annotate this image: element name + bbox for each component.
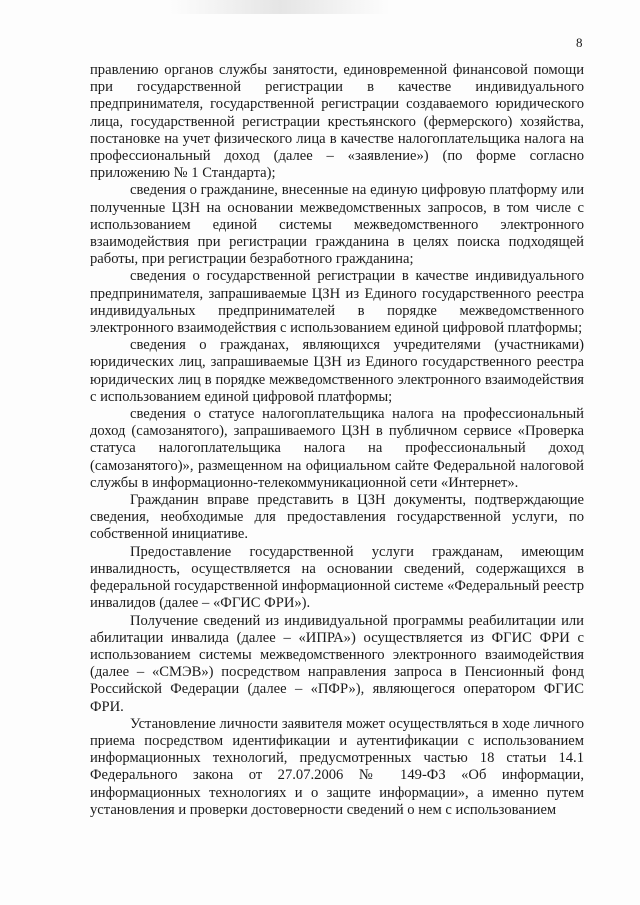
paragraph: Установление личности заявителя может осуществляться в ходе личного приема посредством идентификации и аутентификации с использованием информационных технологий, предусмотренных частью 18 статьи 14.1 Федерального закона от 27.07.2006 № 149-ФЗ «Об информации, информационных технологиях и о защите информации», а именно путем установления и проверки достоверности сведений о нем с использованием <box>90 715 584 818</box>
body-text <box>90 62 584 819</box>
paragraph: сведения о статусе налогоплательщика налога на профессиональный доход (самозанятого), запрашиваемого ЦЗН в публичном сервисе «Проверка статуса налогоплательщика налога на профессиональный доход (самозанятого)», размещенном на официальном сайте Федеральной налоговой службы в информационно-телекоммуникационной сети «Интернет». <box>90 406 584 491</box>
paragraph: правлению органов службы занятости, единовременной финансовой помощи при государственной регистрации в качестве индивидуального предпринимателя, государственной регистрации создаваемого юридического лица, государственной регистрации крестьянского (фермерского) хозяйства, постановке на учет физического лица в качестве налогоплательщика налога на профессиональный доход (далее – «заявление») (по форме согласно приложению № 1 Стандарта); <box>90 62 584 182</box>
scan-artifact <box>170 0 390 14</box>
paragraph: сведения о государственной регистрации в качестве индивидуального предпринимателя, запрашиваемые ЦЗН из Единого государственного реестра индивидуальных предпринимателей в порядке межведомственного электронного взаимодействия с использованием единой цифровой платформы; <box>90 268 584 337</box>
paragraph: Предоставление государственной услуги гражданам, имеющим инвалидность, осуществляется на основании сведений, содержащихся в федеральной государственной информационной системе «Федеральный реестр инвалидов (далее – «ФГИС ФРИ»). <box>90 543 584 612</box>
paragraph: сведения о гражданине, внесенные на единую цифровую платформу или полученные ЦЗН на основании межведомственных запросов, в том числе с использованием единой системы межведомственного электронного взаимодействия при регистрации гражданина в целях поиска подходящей работы, при регистрации безработного гражданина; <box>90 182 584 268</box>
paragraph: Гражданин вправе представить в ЦЗН документы, подтверждающие сведения, необходимые для предоставления государственной услуги, по собственной инициативе. <box>90 492 584 543</box>
page-number: 8 <box>576 35 583 50</box>
paragraph: Получение сведений из индивидуальной программы реабилитации или абилитации инвалида (далее – «ИПРА») осуществляется из ФГИС ФРИ с использованием системы межведомственного электронного взаимодействия (далее – «СМЭВ») посредством направления запроса в Пенсионный фонд Российской Федерации (далее – «ПФР»), являющегося оператором ФГИС ФРИ. <box>90 612 584 715</box>
paragraph: сведения о гражданах, являющихся учредителями (участниками) юридических лиц, запрашиваемые ЦЗН из Единого государственного реестра юридических лиц в порядке межведомственного электронного взаимодействия с использованием единой цифровой платформы; <box>90 337 584 405</box>
